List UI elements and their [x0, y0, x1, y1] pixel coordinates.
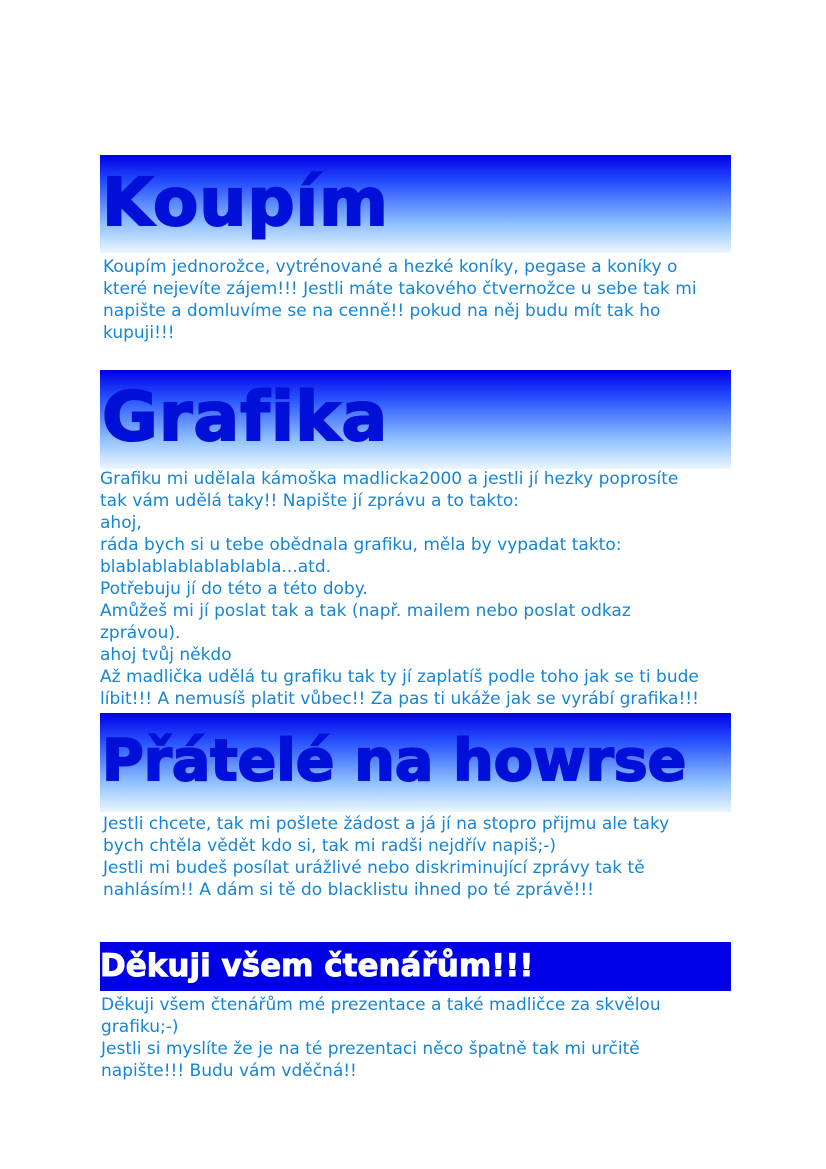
koupim-title: Koupím [102, 164, 389, 241]
dekuji-text [101, 994, 661, 1082]
text-line: Grafiku mi udělala kámoška madlicka2000 a jestli jí hezky poprosíte [100, 469, 679, 489]
text-line: zprávou). [100, 623, 181, 643]
text-line: napište!!! Budu vám vděčná!! [101, 1061, 357, 1081]
text-line: Potřebuju jí do této a této doby. [100, 579, 368, 599]
text-line: Koupím jednorožce, vytrénované a hezké koníky, pegase a koníky o [103, 257, 678, 277]
text-line: kupuji!!! [103, 323, 175, 343]
grafika-text [100, 468, 699, 710]
pratele-banner [100, 713, 731, 812]
text-line: Až madlička udělá tu grafiku tak ty jí zaplatíš podle toho jak se ti bude [100, 667, 699, 687]
grafika-title: Grafika [102, 378, 389, 457]
text-line: ahoj, [100, 513, 142, 533]
text-line: Amůžeš mi jí poslat tak a tak (např. mailem nebo poslat odkaz [100, 601, 631, 621]
text-line: grafiku;-) [101, 1017, 179, 1037]
text-line: Jestli chcete, tak mi pošlete žádost a já jí na stopro přijmu ale taky [103, 814, 670, 834]
grafika-banner [100, 370, 731, 469]
text-line: Děkuji všem čtenářům mé prezentace a také madličce za skvělou [101, 995, 661, 1015]
text-line: tak vám udělá taky!! Napište jí zprávu a to takto: [100, 491, 520, 511]
koupim-text [103, 256, 697, 344]
text-line: které nejevíte zájem!!! Jestli máte takového čtvernožce u sebe tak mi [103, 279, 697, 299]
text-line: Jestli si myslíte že je na té prezentaci něco špatně tak mi určitě [101, 1039, 640, 1059]
text-line: blablablablablablabla...atd. [100, 557, 332, 577]
text-line: ahoj tvůj někdo [100, 645, 232, 665]
text-line: bych chtěla vědět kdo si, tak mi radši nejdřív napiš;-) [103, 836, 557, 856]
text-line: napište a domluvíme se na cenně!! pokud na něj budu mít tak ho [103, 301, 661, 321]
dekuji-banner [100, 942, 731, 991]
text-line: nahlásím!! A dám si tě do blacklistu ihned po té zprávě!!! [103, 880, 594, 900]
pratele-text [103, 813, 669, 901]
koupim-banner [100, 155, 731, 253]
text-line: líbit!!! A nemusíš platit vůbec!! Za pas ti ukáže jak se vyrábí grafika!!! [100, 689, 699, 709]
dekuji-title: Děkuji všem čtenářům!!! [100, 948, 534, 984]
text-line: Jestli mi budeš posílat urážlivé nebo diskriminující zprávy tak tě [103, 858, 645, 878]
pratele-title: Přátelé na howrse [102, 728, 687, 794]
text-line: ráda bych si u tebe obědnala grafiku, měla by vypadat takto: [100, 535, 622, 555]
